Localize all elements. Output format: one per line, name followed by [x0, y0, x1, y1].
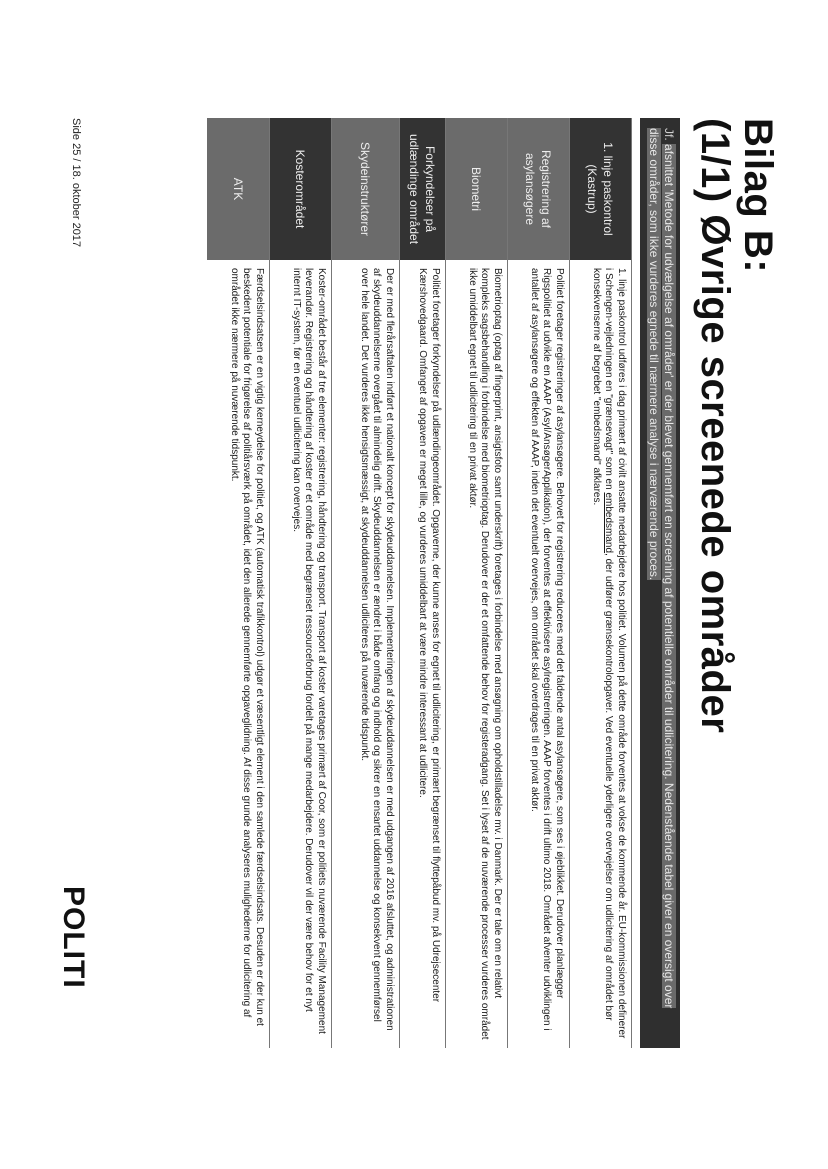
- area-description: [208, 260, 270, 1048]
- area-label: Registrering af asylansøgere: [508, 118, 570, 260]
- table-row: [332, 118, 400, 1048]
- area-description: [570, 260, 632, 1048]
- description-text: Færdselsindsatsen er en vigtig kerneydelse for politiet, og ATK (automatisk trafikkontrol) udgør et væsentligt element i den samlede færdselsindsats. Desuden er der kun et beskedent potentiale for frigørelse af politiårsværk på området, idet den allerede gennemførte opgaveglidning. Af disse grunde analyseres mulighederne for udlicitering af området ikke nærmere på nuværende tidspunkt.: [229, 268, 265, 1026]
- intro-prefix: Jf.: [662, 128, 676, 145]
- area-label: Kosterområdet: [270, 118, 332, 260]
- description-text: Der er med flerårsaftalen indført et nationalt koncept for skydeuddannelsen. Implementeringen af skydeuddannelsen er med udgangen af 2016 afsluttet, og administrationen af skydeuddannelserne overgået til almindelig drift. Skydeuddannelsen er ændret i både omfang og indhold og sikrer en ensartet uddannelse og konsekvent gennemførsel over hele landet. Det vurderes ikke hensigtsmæssigt, at skydeuddannelsen udliciteres på nuværende tidspunkt.: [359, 268, 395, 1031]
- table-row: [446, 118, 508, 1048]
- description-text-continued: , der udfører grænsekontrolopgaver. Ved eventuelle yderligere overvejelser om udlicitering af området bør konsekvenserne af begrebet "embedsmand" afklares.: [591, 268, 615, 1021]
- area-label: Biometri: [446, 118, 508, 260]
- intro-banner: [640, 118, 680, 1048]
- area-label: ATK: [208, 118, 270, 260]
- politi-logo: POLITI: [57, 886, 90, 989]
- table-row: [400, 118, 446, 1048]
- area-label: 1. linje paskontrol (Kastrup): [570, 118, 632, 260]
- area-label: Skydeinstruktører: [332, 118, 400, 260]
- screened-areas-table: [208, 118, 633, 1048]
- description-text: Politiet foretager forkyndelser på udlændingeområdet. Opgaverne, der kunne anses for egnet til udlicitering, er primært begrænset til flyttepåbud mv. på Udrejsecenter Kærshovedgaard. Omfanget af opgaven er meget lille, og vurderes umiddelbart at være mindre interessant at udlicitere.: [417, 268, 441, 1003]
- table-row: [270, 118, 332, 1048]
- table-row: [570, 118, 632, 1048]
- area-label: Forkyndelser på udlændinge området: [400, 118, 446, 260]
- document-title: Bilag B:: [736, 118, 780, 274]
- description-text: Koster-området består af tre elementer: registrering, håndtering og transport. Transport af koster varetages primært af Coor, som er politiets nuværende Facility Management leverandør. Registrering og håndtering af koster er et område med begrænset ressourceforbrug fordelt på mange medarbejdere. Derudover vil der være behov for et nyt internt IT-system, før en eventuel udlicitering kan overvejes.: [291, 268, 327, 1034]
- area-description: [332, 260, 400, 1048]
- table-row: [208, 118, 270, 1048]
- description-text: Biometrioptag (optag af fingerprint, ansigtsfoto samt underskrift) foretages i forbindelse med ansøgning om opholdstilladelse mv. i Danmark. Der er tale om en relativt kompleks sagsbehandling i forbindelse med biometrioptag. Derudover er der et omfattende behov for registeradgang. Set i lyset af de nuværende processer vurderes området ikke umiddelbart egnet til udlicitering til en privat aktør.: [467, 268, 503, 1040]
- description-text: Politiet foretager registreringer af asylansøgere. Behovet for registrering reduceres med det faldende antal asylansøgere, som ses i øjeblikket. Derudover planlægger Rigspolitiet at udvikle en AAAP (Asyl/AnsøgerApplikation), der forventes at effektivisere asylregistreringen. AAAP forventes i drift ultimo 2018. Området afventer udviklingen i antallet af asylansøgere og effekten af AAAP, inden det eventuelt overvejes, om området skal overdrages til en privat aktør.: [529, 268, 565, 1031]
- area-description: [508, 260, 570, 1048]
- area-description: [446, 260, 508, 1048]
- intro-highlight: afsnittet 'Metode for udvælgelse af områder' er der blevet gennemført en screening af potentielle områder til udlicitering. Nedenstående tabel giver en oversigt over disse områder, som ikke vurderes egnede til nærmere analyse i nærværende proces.: [647, 128, 676, 1009]
- description-text: 1. linje paskontrol udføres i dag primært af civilt ansatte medarbejdere hos politiet. Volumen på dette område forventes at vokse de kommende år. EU-kommissionen definerer i Schengen-vejledningen en "grænsevagt" som en: [603, 268, 627, 1039]
- area-description: [400, 260, 446, 1048]
- table-row: [508, 118, 570, 1048]
- screened-areas-body: [208, 118, 632, 1048]
- area-description: [270, 260, 332, 1048]
- underlined-term: embedsmand: [603, 492, 615, 554]
- document-subtitle: (1/1) Øvrige screenede områder: [693, 118, 737, 734]
- page-footer: Side 25 / 18. oktober 2017: [70, 118, 82, 248]
